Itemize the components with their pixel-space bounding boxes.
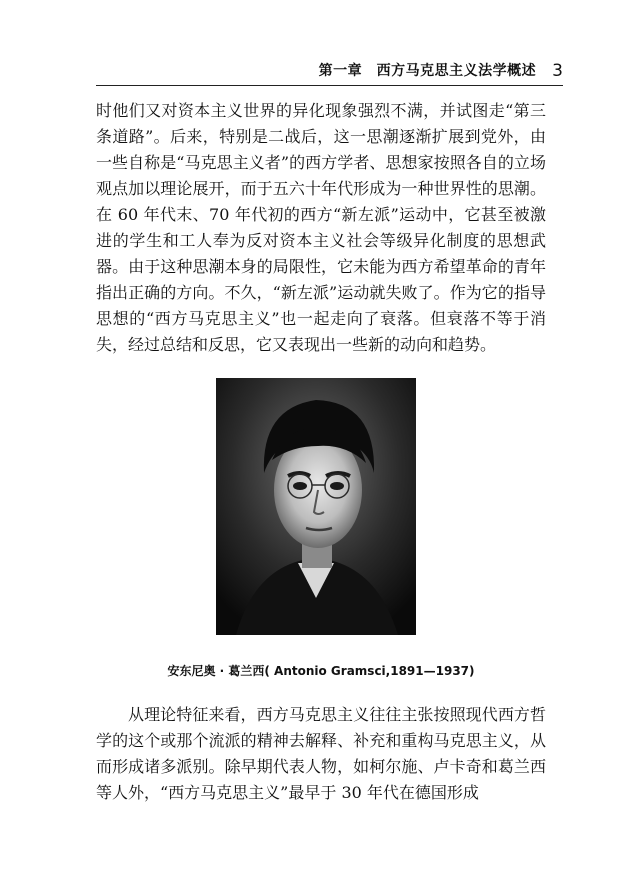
header-rule bbox=[96, 85, 563, 86]
chapter-title: 第一章 西方马克思主义法学概述 bbox=[318, 63, 537, 79]
running-header bbox=[96, 60, 563, 82]
body-paragraph-1: 时他们又对资本主义世界的异化现象强烈不满，并试图走“第三条道路”。后来，特别是二战后，这一思潮逐渐扩展到党外，由一些自称是“马克思主义者”的西方学者、思想家按照各自的立场观点加以理论展开，而于五六十年代形成为一种世界性的思潮。在 60 年代末、70 年代初的西方“新左派”运动中，它甚至被激进的学生和工人奉为反对资本主义社会等级异化制度的思想武器。由于这种思潮本身的局限性，它未能为西方希望革命的青年指出正确的方向。不久，“新左派”运动就失败了。作为它的指导思想的“西方马克思主义”也一起走向了衰落。但衰落不等于消失，经过总结和反思，它又表现出一些新的动向和趋势。 bbox=[96, 101, 546, 354]
portrait-photo bbox=[216, 378, 416, 635]
body-paragraph-2: 从理论特征来看，西方马克思主义往往主张按照现代西方哲学的这个或那个流派的精神去解释、补充和重构马克思主义，从而形成诸多派别。除早期代表人物，如柯尔施、卢卡奇和葛兰西等人外，“西方马克思主义”最早于 30 年代在德国形成 bbox=[96, 705, 546, 802]
page-number: 3 bbox=[552, 61, 563, 81]
figure-caption: 安东尼奥 · 葛兰西( Antonio Gramsci,1891—1937) bbox=[167, 664, 475, 678]
